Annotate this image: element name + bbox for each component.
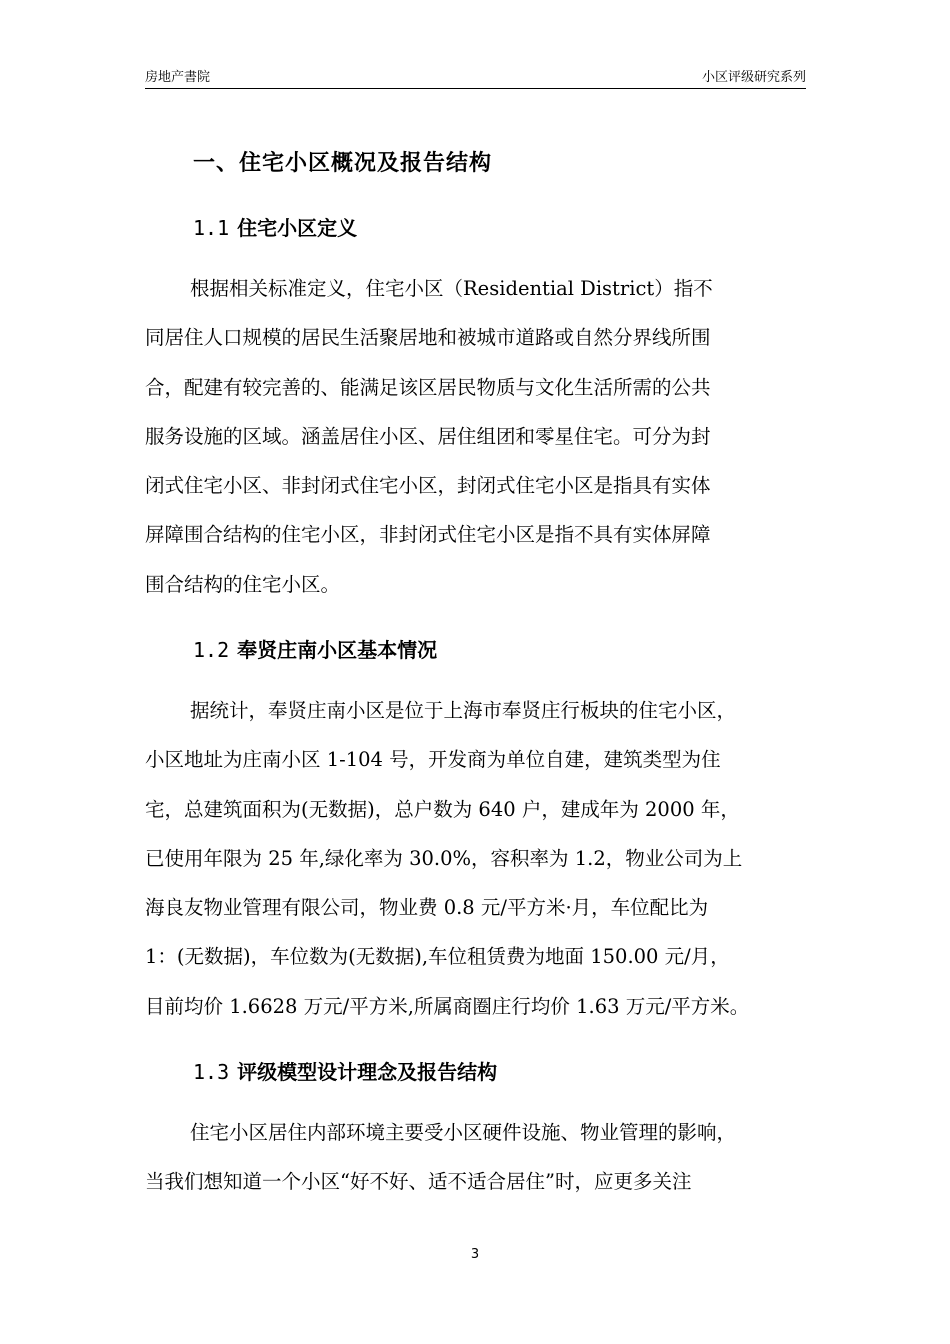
section-title: 评级模型设计理念及报告结构 [237, 1060, 498, 1084]
text-line: 屏障围合结构的住宅小区，非封闭式住宅小区是指不具有实体屏障 [145, 523, 711, 547]
text-line: 住宅小区居住内部环境主要受小区硬件设施、物业管理的影响， [190, 1121, 737, 1144]
text-line: 1：(无数据)，车位数为(无数据),车位租赁费为地面 150.00 元/月， [145, 945, 730, 969]
section-heading-1-3 [193, 1056, 497, 1085]
text-line: 宅，总建筑面积为(无数据)，总户数为 640 户，建成年为 2000 年， [145, 797, 740, 821]
section-number: 1.3 [193, 1060, 230, 1084]
text-line: 合，配建有较完善的、能满足该区居民物质与文化生活所需的公共 [145, 375, 711, 399]
page-number: 3 [470, 1247, 480, 1262]
text-line: 已使用年限为 25 年,绿化率为 30.0%，容积率为 1.2，物业公司为上 [145, 846, 743, 870]
text-line: 海良友物业管理有限公司，物业费 0.8 元/平方米·月，车位配比为 [145, 896, 709, 920]
section-1-3-body [145, 1108, 808, 1207]
section-number: 1.1 [193, 216, 230, 240]
section-1-2-body [145, 686, 808, 1031]
text-line: 围合结构的住宅小区。 [145, 572, 341, 596]
section-title: 奉贤庄南小区基本情况 [237, 638, 438, 662]
text-line: 闭式住宅小区、非封闭式住宅小区，封闭式住宅小区是指具有实体 [145, 474, 711, 498]
section-number: 1.2 [193, 638, 230, 662]
text-line: 根据相关标准定义，住宅小区（Residential District）指不 [190, 277, 713, 300]
text-line: 小区地址为庄南小区 1-104 号，开发商为单位自建，建筑类型为住 [145, 748, 721, 772]
header-publisher: 房地产書院 [145, 70, 211, 85]
section-title: 住宅小区定义 [237, 216, 358, 240]
text-line: 服务设施的区域。涵盖居住小区、居住组团和零星住宅。可分为封 [145, 424, 711, 448]
section-1-1-body [145, 264, 808, 609]
text-line: 同居住人口规模的居民生活聚居地和被城市道路或自然分界线所围 [145, 326, 711, 350]
header-series: 小区评级研究系列 [701, 70, 806, 85]
page-header [145, 64, 806, 89]
text-line: 目前均价 1.6628 万元/平方米,所属商圈庄行均价 1.63 万元/平方米。 [145, 994, 750, 1018]
text-line: 当我们想知道一个小区“好不好、适不适合居住”时，应更多关注 [145, 1170, 692, 1194]
section-heading-1-2 [193, 634, 437, 663]
text-line: 据统计，奉贤庄南小区是位于上海市奉贤庄行板块的住宅小区， [190, 699, 737, 722]
section-heading-1-1 [193, 212, 357, 241]
chapter-title: 一、住宅小区概况及报告结构 [193, 151, 493, 176]
